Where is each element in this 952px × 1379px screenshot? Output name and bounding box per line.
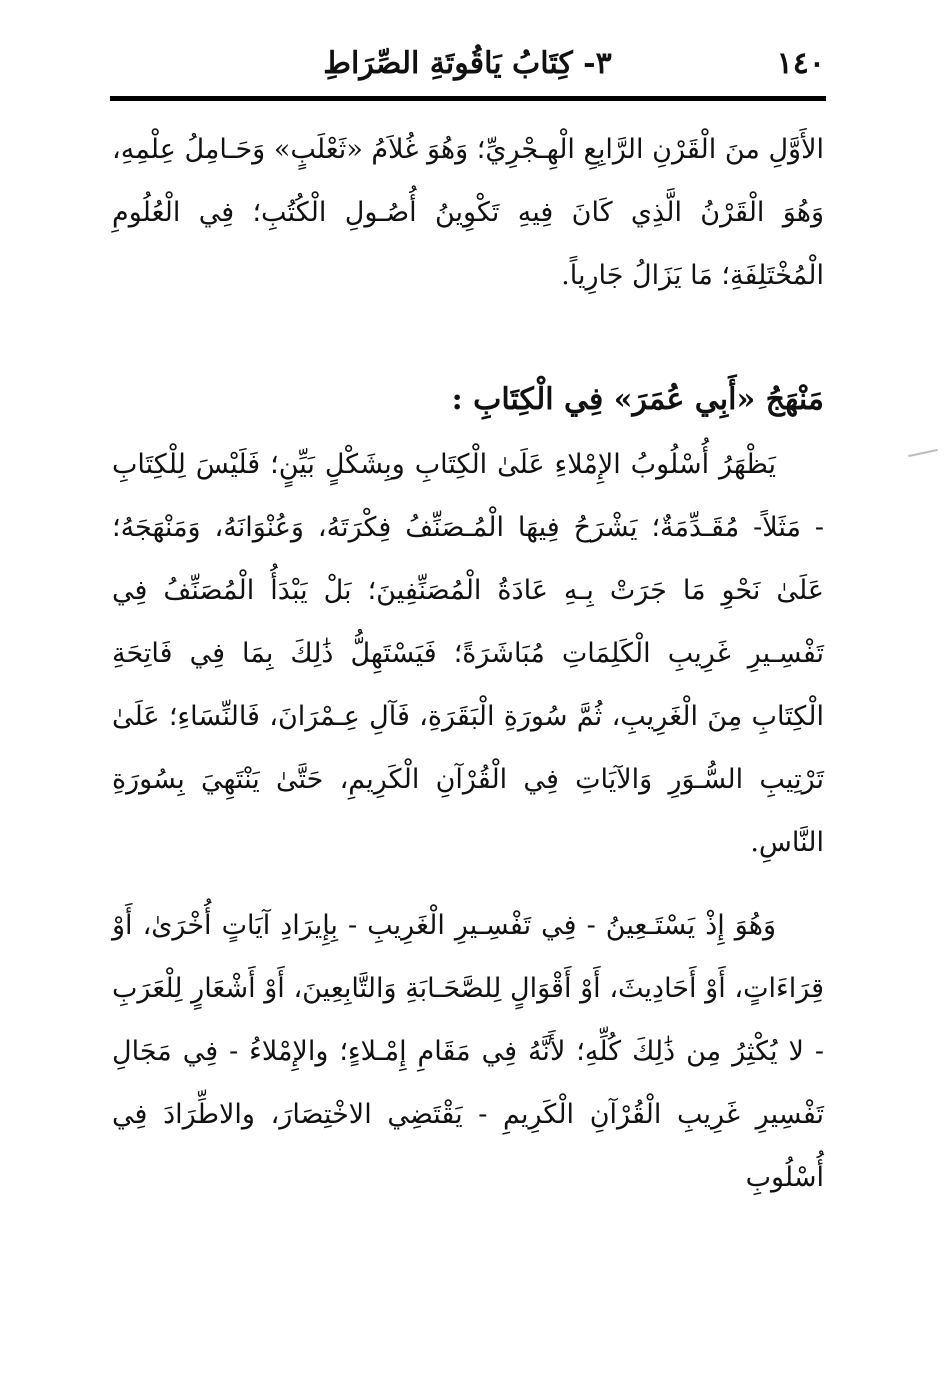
method-paragraph-1: يَظْهَرُ أُسْلُوبُ الإِمْلاءِ عَلَىٰ الْكِتَابِ وبِشَكْلٍ بَيِّنٍ؛ فَلَيْسَ لِلْكِتَابِ - مَثَلاً- مُقَـدِّمَةٌ؛ يَشْرَحُ فِيهَا الْمُـصَنِّفُ فِكْرَتَهُ، وَعُنْوَانَهُ، وَمَنْهَجَهُ؛ عَلَىٰ نَحْوِ مَا جَرَتْ بِـهِ عَادَةُ الْمُصَنِّفِينَ؛ بَلْ يَبْدَأُ الْمُصَنِّفُ فِي تَفْسِـيرِ غَرِيبِ الْكَلِمَاتِ مُبَاشَرَةً؛ فَيَسْتَهِلُّ ذَٰلِكَ بِمَا فِي فَاتِحَةِ الْكِتَابِ مِنَ الْغَرِيبِ، ثُمَّ سُورَةِ الْبَقَرَةِ، فَآلِ عِـمْرَانَ، فَالنِّسَاءِ؛ عَلَىٰ تَرْتِيبِ السُّـوَرِ وَالآيَاتِ فِي الْقُرْآنِ الْكَرِيمِ، حَتَّىٰ يَنْتَهِيَ بِسُورَةِ النَّاسِ.	[112, 449, 824, 858]
paragraph-spacer	[112, 874, 824, 894]
page-number: ١٤٠	[776, 46, 825, 81]
section-spacer	[112, 307, 824, 367]
running-header	[110, 40, 825, 90]
margin-pencil-mark	[908, 449, 938, 457]
method-paragraph-2: وَهُوَ إِذْ يَسْتَـعِينُ - فِي تَفْسِـيرِ الْغَرِيبِ - بِإِيرَادِ آيَاتٍ أُخْرَىٰ، أَوْ قِرَاءَاتٍ، أَوْ أَحَادِيثَ، أَوْ أَقْوَالٍ لِلصَّحَـابَةِ وَالتَّابِعِينَ، أَوْ أَشْعَارٍ لِلْعَرَبِ - لا يُكْثِرُ مِن ذَٰلِكَ كُلِّهِ؛ لأَنَّهُ فِي مَقَامِ إِمْـلاءٍ؛ والإِمْلاءُ - فِي مَجَالِ تَفْسِيرِ غَرِيبِ الْقُرْآنِ الْكَرِيمِ - يَقْتَضِي الاخْتِصَارَ، والاطِّرَادَ فِي أُسْلُوبِ	[112, 910, 824, 1193]
book-title: ٣- كِتَابُ يَاقُوتَةِ الصِّرَاطِ	[323, 46, 612, 81]
section-heading: مَنْهَجُ «أَبِي عُمَرَ» فِي الْكِتَابِ :	[451, 382, 824, 417]
header-rule	[110, 96, 826, 101]
page-body	[112, 118, 824, 1209]
intro-paragraph: الأَوَّلِ منَ الْقَرْنِ الرَّابِعِ الْهِـجْرِيِّ؛ وَهُوَ غُلاَمُ «ثَعْلَبٍ» وَحَـامِلُ عِلْمِهِ، وَهُوَ الْقَرْنُ الَّذِي كَانَ فِيهِ تَكْوِينُ أُصُـولِ الْكُتُبِ؛ فِي الْعُلُومِ الْمُخْتَلِفَةِ؛ مَا يَزَالُ جَارِياً.	[112, 134, 824, 291]
